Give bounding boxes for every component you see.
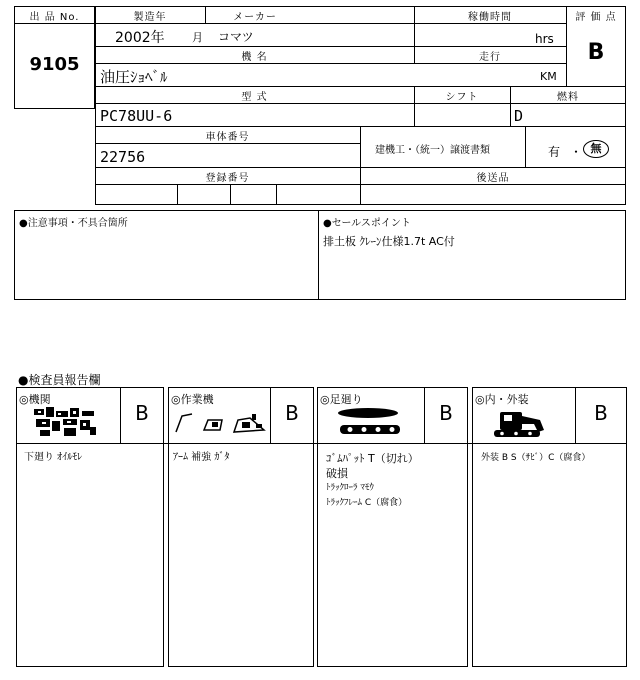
maker-value: コマツ (218, 30, 254, 44)
cert-label: 建機工・（統一）譲渡書類 (375, 145, 490, 156)
detail-line: 外装 B S（ｻﾋﾞ）C（腐食） (481, 453, 591, 463)
section-under-grade: B (439, 401, 453, 425)
model-name-value: 油圧ｼｮﾍﾞﾙ (100, 68, 168, 86)
sales-text: 排土板 ｸﾚｰﾝ仕様1.7t AC付 (323, 235, 455, 248)
exterior-sketch-image (490, 406, 550, 440)
grade-value: B (587, 40, 605, 65)
detail-line: 破損 (326, 467, 348, 480)
maker-label: メーカー (233, 12, 277, 23)
cert-no-circled (583, 140, 609, 158)
work-sketch-image (172, 408, 267, 438)
section-work-label: ◎作業機 (171, 393, 214, 406)
detail-line: ﾄﾗｯｸﾌﾚｰﾑ C（腐食） (326, 498, 408, 508)
section-under-detail (326, 451, 419, 511)
hours-label: 稼働時間 (468, 12, 512, 23)
type-label: 型 式 (241, 92, 268, 103)
inspection-title: ● 検査員報告欄 (18, 371, 101, 388)
travel-label: 走行 (479, 52, 501, 63)
cert-yes: 有 (548, 145, 561, 159)
section-engine-grade: B (135, 401, 149, 425)
grade-label: 評 価 点 (575, 12, 617, 23)
section-body-grade: B (594, 401, 608, 425)
fuel-value: D (514, 107, 524, 125)
month-label: 月 (192, 31, 203, 44)
lot-no-label: 出 品 No. (29, 12, 80, 23)
lot-no-value: 9105 (29, 54, 80, 75)
fuel-label: 燃料 (557, 92, 579, 103)
year-label: 製造年 (133, 12, 167, 23)
section-body-label: ◎内・外装 (475, 393, 529, 406)
serial-label: 車体番号 (205, 132, 250, 143)
cert-no: 無 (590, 142, 602, 155)
after-label: 後送品 (476, 173, 510, 184)
detail-line: ｺﾞﾑﾊﾟｯﾄ T（切れ） (326, 452, 419, 465)
detail-line: ﾄﾗｯｸﾛｰﾗ ﾏﾓｳ (326, 483, 374, 493)
reg-label: 登録番号 (205, 173, 250, 184)
section-work-detail (173, 451, 229, 465)
section-engine-label: ◎機関 (19, 393, 51, 406)
model-name-label: 機 名 (241, 52, 268, 63)
shift-label: シフト (445, 92, 479, 103)
section-body-detail (481, 451, 590, 465)
serial-value: 22756 (100, 148, 146, 166)
caution-label: ● 注意事項・不具合箇所 (19, 214, 128, 229)
detail-line: 下廻り ｵｲﾙﾓﾚ (24, 452, 83, 463)
section-under-label: ◎足廻り (320, 393, 363, 406)
engine-sketch-image (30, 403, 100, 441)
travel-unit: KM (540, 70, 557, 83)
section-work-grade: B (285, 401, 299, 425)
detail-line: ｱｰﾑ 補強 ｶﾞﾀ (173, 452, 230, 463)
type-value: PC78UU-6 (100, 107, 173, 125)
year-value: 2002年 (115, 30, 165, 46)
cert-sep: ・ (570, 145, 583, 159)
undercarriage-sketch-image (330, 405, 412, 441)
section-engine-detail (24, 451, 82, 465)
sales-label: ● セールスポイント (323, 214, 411, 229)
hours-unit: hrs (535, 32, 554, 46)
